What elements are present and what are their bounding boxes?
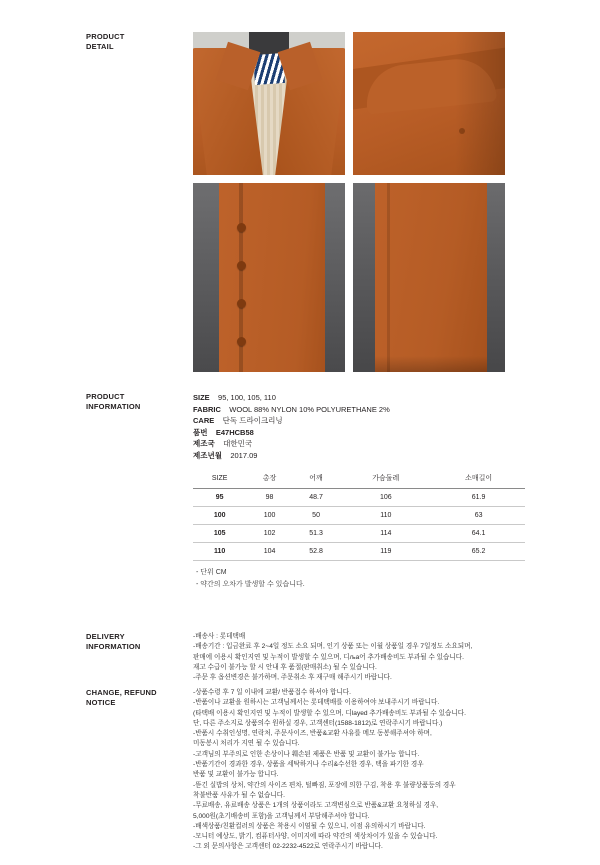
- refund-line: (타택배 이용시 확인지연 및 누적이 발생할 수 있으며, 디layed 추가배송비도 부과될 수 있습니다.: [193, 709, 466, 717]
- section-label-line-2: DETAIL: [86, 42, 114, 51]
- delivery-line: -배송사 : 롯데택배: [193, 633, 246, 640]
- info-value-origin: 대한민국: [223, 439, 253, 448]
- refund-line: 미동봉시 처리가 지연 될 수 있습니다.: [193, 740, 300, 748]
- size-cell: 61.9: [432, 489, 525, 507]
- product-photo-button-placket: [193, 183, 345, 372]
- section-label-line-2: NOTICE: [86, 698, 116, 707]
- size-cell: 52.8: [293, 543, 340, 561]
- refund-line: -반품시 수취인성명, 연락처, 주문사이즈, 반품&교환 사유를 메모 동봉해주셔야 하며,: [193, 730, 432, 738]
- section-label-product-detail: [86, 32, 124, 52]
- info-key-made: 제조년월: [193, 450, 222, 460]
- info-value-care: 단독 드라이크리닝: [222, 416, 283, 425]
- section-label-line-2: INFORMATION: [86, 402, 141, 411]
- size-cell: 100: [193, 507, 246, 525]
- size-table-header-cell: 어깨: [293, 468, 340, 489]
- size-cell: 65.2: [432, 543, 525, 561]
- info-value-made: 2017.09: [230, 450, 258, 460]
- size-cell: 100: [246, 507, 292, 525]
- info-row-origin: [193, 438, 523, 450]
- refund-line: -상품수령 후 7 일 이내에 교환/ 반품접수 하셔야 합니다.: [193, 689, 351, 696]
- info-key-style: 품번: [193, 427, 208, 437]
- refund-line: 반품 및 교환이 불가능 합니다.: [193, 771, 279, 779]
- refund-line: 5,000원(초기배송비 포함)을 고객님께서 부담해주셔야 합니다.: [193, 812, 370, 820]
- section-label-line-2: INFORMATION: [86, 642, 141, 651]
- info-value-fabric: WOOL 88% NYLON 10% POLYURETHANE 2%: [229, 404, 390, 414]
- delivery-line: 재고 수급이 불가능 할 시 안내 후 품절(판매취소) 될 수 있습니다.: [193, 663, 377, 671]
- refund-line: -반품기간이 경과한 경우, 상품을 세탁하거나 수리&수선한 경우, 택을 파기한 경우: [193, 761, 424, 769]
- size-table-header-row: [193, 468, 525, 489]
- refund-line: -반품이나 교환을 원하시는 고객님께서는 롯데택배를 이용하여야 보내주시기 바랍니다.: [193, 699, 440, 707]
- info-key-fabric: FABRIC: [193, 404, 221, 414]
- product-photo-collar-detail: [353, 32, 505, 175]
- delivery-line: -주문 후 옵션변경은 불가하며, 주문취소 후 재구매 해주시기 바랍니다.: [193, 674, 392, 682]
- product-photo-back: [353, 183, 505, 372]
- info-row-size: [193, 392, 523, 404]
- section-label-line-1: CHANGE, REFUND: [86, 688, 157, 697]
- section-label-line-1: PRODUCT: [86, 32, 125, 41]
- size-cell: 105: [193, 525, 246, 543]
- section-label-delivery-information: [86, 632, 141, 652]
- info-key-size: SIZE: [193, 393, 210, 402]
- size-cell: 51.3: [293, 525, 340, 543]
- size-table-note: - 단위 CM: [196, 569, 227, 576]
- refund-line: -모니터 예상도, 밝기, 컴퓨터사양, 이미지에 따라 약간의 색상차이가 있을 수 있습니다.: [193, 833, 438, 841]
- size-table-header-cell: SIZE: [193, 468, 246, 489]
- info-row-made: [193, 450, 523, 462]
- table-row: [193, 489, 525, 507]
- refund-line: -무료배송, 유료배송 상품은 1개의 상품이라도 고객변심으로 반품&교환 요청하실 경우,: [193, 802, 439, 810]
- size-table-note: - 약간의 오차가 발생할 수 있습니다.: [196, 580, 305, 588]
- info-value-style: E47HCB58: [215, 427, 254, 437]
- info-row-care: [193, 415, 523, 427]
- size-table-notes: [196, 567, 305, 590]
- table-row: [193, 525, 525, 543]
- size-table-header-cell: 총장: [246, 468, 292, 489]
- size-cell: 106: [339, 489, 432, 507]
- size-cell: 95: [193, 489, 246, 507]
- size-cell: 50: [293, 507, 340, 525]
- product-photo-front-open: [193, 32, 345, 175]
- size-cell: 63: [432, 507, 525, 525]
- size-cell: 104: [246, 543, 292, 561]
- section-label-product-information: [86, 392, 141, 412]
- refund-line: -배색상품/친환컬러의 상품은 착용시 이염될 수 있으니, 이점 유의하시기 바랍니다.: [193, 822, 426, 830]
- section-label-line-1: DELIVERY: [86, 632, 125, 641]
- size-cell: 48.7: [293, 489, 340, 507]
- info-key-care: CARE: [193, 416, 215, 425]
- size-cell: 119: [339, 543, 432, 561]
- info-key-origin: 제조국: [193, 439, 215, 448]
- size-cell: 98: [246, 489, 292, 507]
- info-row-fabric: [193, 404, 523, 416]
- refund-line: -그 외 문의사항은 고객센터 02-2232-4522로 연락주시기 바랍니다.: [193, 843, 383, 851]
- product-information-block: [193, 392, 523, 461]
- product-photo-grid: [193, 32, 505, 372]
- size-cell: 110: [193, 543, 246, 561]
- refund-line: -뜯긴 실밥의 상처, 약간의 사이즈 편차, 털빠짐, 포장에 의한 구김, 착용 후 불량상품등의 경우: [193, 781, 456, 789]
- table-row: [193, 507, 525, 525]
- size-table-header-cell: 소매길이: [432, 468, 525, 489]
- refund-line: 착불반품 사유가 될 수 없습니다.: [193, 791, 285, 799]
- delivery-line: -배송기간 : 입금완료 후 2~4일 정도 소요 되며, 인기 상품 또는 이월 상품일 경우 7일정도 소요되며,: [193, 643, 473, 651]
- size-table: [193, 468, 525, 561]
- size-cell: 102: [246, 525, 292, 543]
- size-cell: 110: [339, 507, 432, 525]
- size-table-header-cell: 가슴둘레: [339, 468, 432, 489]
- table-row: [193, 543, 525, 561]
- info-value-size: 95, 100, 105, 110: [218, 393, 276, 402]
- size-cell: 64.1: [432, 525, 525, 543]
- refund-line: 단, 다른 주소지로 상품의수 원하실 경우, 고객센터(1588-1812)로 연락주시기 바랍니다.): [193, 719, 443, 727]
- delivery-information-text: [193, 632, 523, 683]
- delivery-line: 판매에 이용시 확인지연 및 누적이 발생할 수 있으며, 디ља어 추가배송비도 부과될 수 있습니다.: [193, 653, 464, 661]
- refund-line: -고객님의 부주의로 인한 손상이나 훼손된 제품은 반품 및 교환이 불가능 합니다.: [193, 750, 420, 758]
- refund-notice-text: [193, 688, 523, 853]
- section-label-refund-notice: [86, 688, 157, 708]
- info-row-style: [193, 427, 523, 439]
- section-label-line-1: PRODUCT: [86, 392, 125, 401]
- size-cell: 114: [339, 525, 432, 543]
